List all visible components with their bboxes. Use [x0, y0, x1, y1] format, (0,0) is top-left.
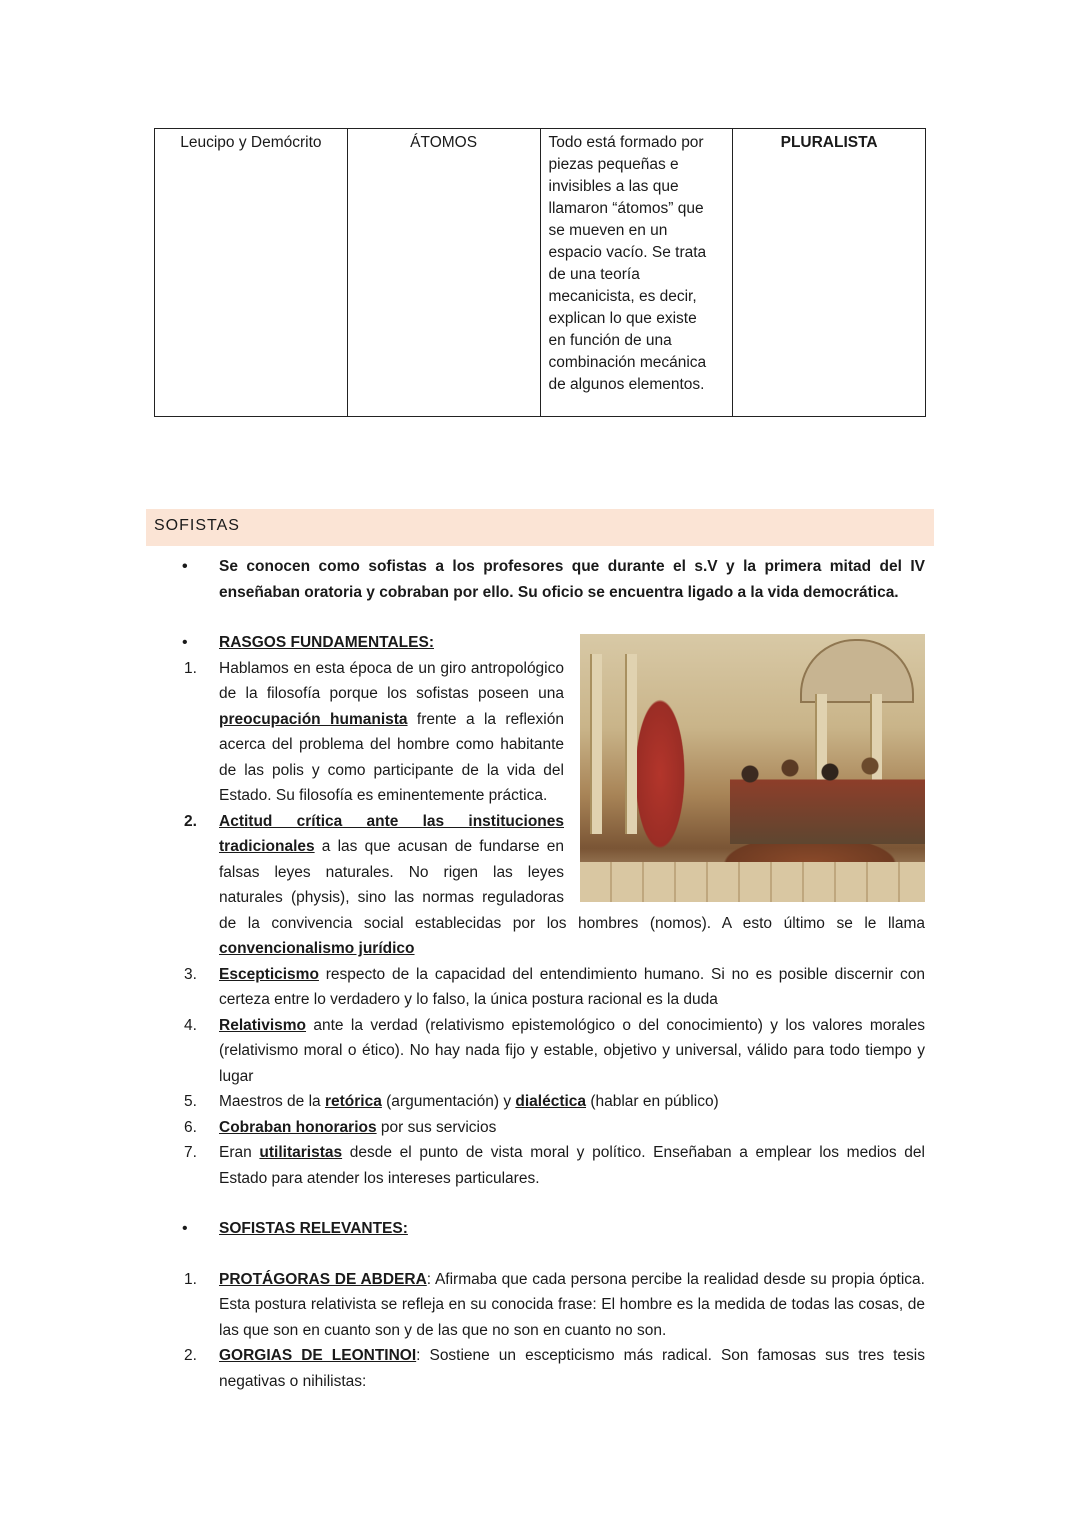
description-line: se mueven en un	[548, 222, 668, 239]
description-line: combinación mecánica	[548, 354, 707, 371]
intro-text: Se conocen como sofistas a los profesores que durante el s.V y la primera mitad del IV enseñaban oratoria y cobraban por ello. Su oficio se encuentra ligado a la vida democrática.	[219, 558, 925, 601]
item-text: desde el punto de vista moral y político. Enseñaban a emplear los medios del Estado para atender los intereses particulares.	[219, 1144, 925, 1187]
list-number: 1.	[184, 1270, 197, 1288]
item-text: frente a la reflexión acerca del problema del hombre como habitante de las polis y como participante de la vida del Estado. Su filosofía es eminentemente práctica.	[219, 710, 564, 804]
list-number: 5.	[184, 1093, 197, 1110]
list-item	[166, 962, 925, 1013]
description-line: Todo está formado por	[548, 134, 704, 151]
section-content	[166, 554, 925, 1394]
presocratics-table	[154, 128, 926, 417]
item-text: Maestros de la	[219, 1093, 325, 1110]
section-title: SOFISTAS	[154, 517, 240, 534]
relevantes-heading: SOFISTAS RELEVANTES:	[219, 1220, 408, 1237]
key-term: Escepticismo	[219, 965, 319, 983]
list-item	[166, 1089, 925, 1115]
description-line: de algunos elementos.	[548, 376, 705, 393]
bullet-icon: •	[182, 1220, 188, 1237]
list-item	[166, 1140, 925, 1191]
description-line: mecanicista, es decir,	[548, 288, 697, 305]
list-item	[166, 809, 925, 962]
list-item	[166, 1267, 925, 1344]
type-cell: PLURALISTA	[733, 129, 926, 417]
item-text: ante la verdad (relativismo epistemológico o del conocimiento) y los valores morales (relativismo moral o ético). No hay nada fijo y estable, objetivo y universal, válido para todo tiempo y lugar	[219, 1016, 925, 1085]
rasgos-heading-item	[166, 630, 925, 656]
item-text: Eran	[219, 1144, 260, 1161]
key-term: utilitaristas	[259, 1144, 343, 1161]
intro-paragraph	[166, 554, 925, 605]
description-line: llamaron “átomos” que	[548, 200, 704, 217]
key-term: convencionalismo jurídico	[219, 940, 415, 957]
list-number: 4.	[184, 1016, 197, 1034]
rasgos-heading: RASGOS FUNDAMENTALES:	[219, 634, 434, 651]
list-item	[166, 1013, 925, 1090]
description-cell	[540, 129, 733, 417]
key-term: Relativismo	[219, 1016, 307, 1034]
description-line: espacio vacío. Se trata	[548, 244, 707, 261]
item-text: : Sostiene un escepticismo más radical. Son famosas sus tres tesis negativas o nihilistas:	[219, 1347, 925, 1390]
table-row	[155, 129, 926, 417]
item-text: : Afirmaba que cada persona percibe la realidad desde su propia óptica. Esta postura relativista se refleja en su conocida frase: El hombre es la medida de todas las cosas, de las que son en cuanto son y de las que no son en cuanto no son.	[219, 1270, 925, 1339]
key-term: retórica	[324, 1093, 382, 1110]
item-text: Hablamos en esta época de un giro antropológico de la filosofía porque los sofistas poseen una	[219, 659, 564, 702]
bullet-icon: •	[182, 558, 188, 575]
arche-cell: ÁTOMOS	[347, 129, 540, 417]
description-line: invisibles a las que	[548, 178, 679, 195]
item-text: a las que acusan de fundarse en falsas leyes naturales. No rigen las leyes naturales (physis), sino las normas reguladoras de la convivencia social establecidas por los hombres (nomos). A esto último se le llama	[219, 838, 925, 932]
list-item	[166, 656, 925, 809]
key-term: Actitud crítica ante las instituciones tradicionales	[219, 812, 564, 855]
key-term: PROTÁGORAS DE ABDERA	[219, 1270, 427, 1288]
list-item	[166, 1115, 925, 1141]
bullet-icon: •	[182, 634, 188, 651]
list-number: 2.	[184, 1347, 197, 1364]
list-number: 3.	[184, 965, 197, 983]
list-number: 7.	[184, 1144, 197, 1161]
description-line: piezas pequeñas e	[548, 156, 679, 173]
key-term: GORGIAS DE LEONTINOI	[219, 1347, 417, 1364]
description-line: explican lo que existe	[548, 310, 697, 327]
item-text: por sus servicios	[376, 1118, 497, 1136]
key-term: dialéctica	[515, 1093, 587, 1110]
description-line: de una teoría	[548, 266, 640, 283]
section-banner	[146, 509, 934, 546]
item-text: respecto de la capacidad del entendimiento humano. Si no es posible discernir con certeza entre lo verdadero y lo falso, la única postura racional es la duda	[219, 965, 925, 1008]
description-line: en función de una	[548, 332, 672, 349]
relevantes-heading-item	[166, 1216, 925, 1242]
list-item	[166, 1343, 925, 1394]
key-term: preocupación humanista	[219, 710, 408, 728]
philosopher-cell: Leucipo y Demócrito	[155, 129, 348, 417]
item-text: (argumentación) y	[381, 1093, 516, 1110]
list-number: 2.	[184, 812, 197, 830]
list-number: 1.	[184, 659, 197, 677]
list-number: 6.	[184, 1118, 197, 1136]
key-term: Cobraban honorarios	[219, 1118, 377, 1136]
item-text: (hablar en público)	[586, 1093, 719, 1110]
